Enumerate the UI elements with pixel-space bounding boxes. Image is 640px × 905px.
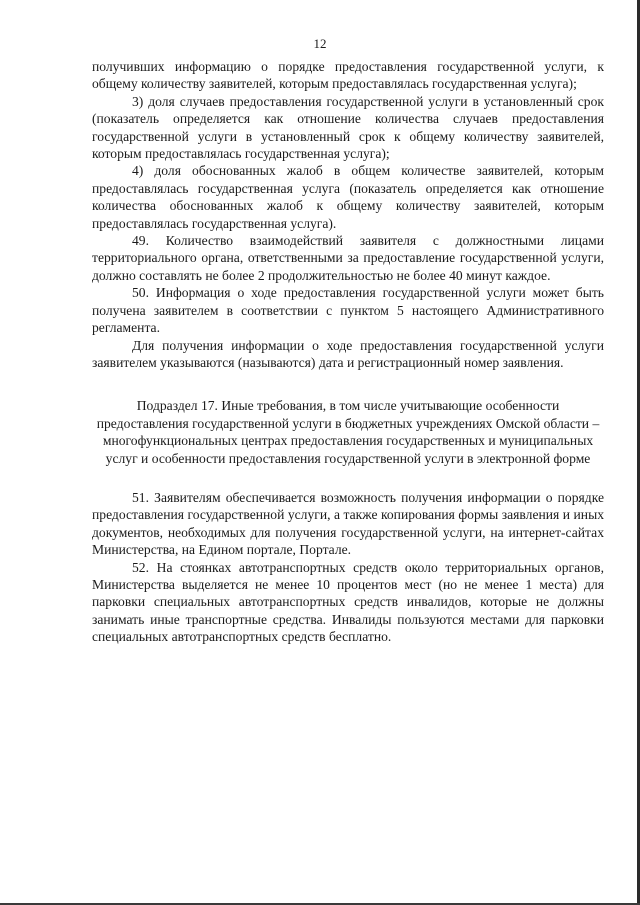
paragraph-item-4: 4) доля обоснованных жалоб в общем количестве заявителей, которым предоставлялась государственная услуга (показатель определяется как отношение количества обоснованных жалоб к общему количеству заявителей, которым предоставлялась государственная услуга). xyxy=(92,163,604,231)
paragraph-52: 52. На стоянках автотранспортных средств около территориальных органов, Министерства выделяется не менее 10 процентов мест (но не менее 1 места) для парковки специальных автотранспортных средств инвалидов, которые не должны занимать иные транспортные средства. Инвалиды пользуются местами для парковки специальных автотранспортных средств бесплатно. xyxy=(92,559,604,645)
paragraph-item-3: 3) доля случаев предоставления государственной услуги в установленный срок (показатель определяется как отношение количества случаев предоставления государственной услуги в установленный срок к общему количеству заявителей, которым предоставлялась государственная услуга); xyxy=(92,93,604,162)
paragraph-50-info: Для получения информации о ходе предоставления государственной услуги заявителем указываются (называются) дата и регистрационный номер заявления. xyxy=(92,337,604,370)
section-heading-17: Подраздел 17. Иные требования, в том числе учитывающие особенности предоставления государственной услуги в бюджетных учреждениях Омской области – многофункциональных центрах предоставления государственных и муниципальных услуг и особенности предоставления государственной услуги в электронной форме xyxy=(96,398,600,466)
page-number: 12 xyxy=(313,36,327,51)
document-body xyxy=(92,58,604,646)
paragraph-49: 49. Количество взаимодействий заявителя с должностными лицами территориального органа, ответственными за предоставление государственной услуги, должно составлять не более 2 продолжительностью не более 40 минут каждое. xyxy=(92,233,604,283)
paragraph-51: 51. Заявителям обеспечивается возможность получения информации о порядке предоставления государственной услуги, а также копирования формы заявления и иных документов, необходимых для получения государственной услуги, на интернет-сайтах Министерства, на Едином портале, Портале. xyxy=(92,489,604,558)
paragraph-50: 50. Информация о ходе предоставления государственной услуги может быть получена заявителем в соответствии с пунктом 5 настоящего Административного регламента. xyxy=(92,285,604,336)
paragraph-continuation: получивших информацию о порядке предоставления государственной услуги, к общему количеству заявителей, которым предоставлялась государственная услуга); xyxy=(92,59,604,92)
